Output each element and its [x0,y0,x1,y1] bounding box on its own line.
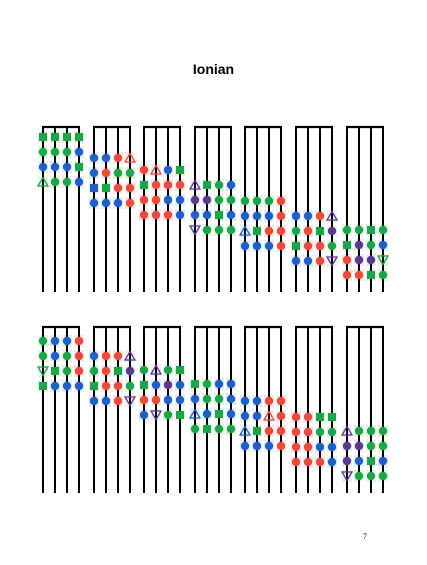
root-note-square [253,227,261,235]
note-dot [277,197,285,205]
root-note-square [90,382,98,390]
note-dot [241,212,249,220]
note-dot [227,425,235,433]
root-note-square [51,133,59,141]
note-dot [292,458,300,466]
note-dot [63,163,71,171]
fretboard-row1-pos1 [38,127,84,292]
note-dot [379,472,387,480]
note-dot [355,457,363,465]
fretboard-row2-pos4 [190,327,236,493]
note-dot [114,199,122,207]
note-dot [304,212,312,220]
page-title: Ionian [192,61,235,77]
note-dot [203,196,211,204]
note-dot [164,166,172,174]
note-dot [203,226,211,234]
fretboard-row1-pos4 [190,127,236,292]
note-dot [203,410,211,418]
note-dot [379,271,387,279]
note-dot [328,428,336,436]
note-dot [265,212,273,220]
note-dot [304,443,312,451]
note-dot [191,425,199,433]
note-dot [328,227,336,235]
note-dot [176,181,184,189]
root-note-square [215,211,223,219]
note-dot [215,425,223,433]
fretboard-row1-pos6 [291,127,337,292]
note-dot [379,241,387,249]
note-dot [114,154,122,162]
note-dot [316,458,324,466]
note-dot [304,257,312,265]
note-dot [102,352,110,360]
note-dot [265,242,273,250]
note-dot [277,212,285,220]
note-dot [164,211,172,219]
note-dot [152,381,160,389]
note-dot [241,242,249,250]
note-dot [304,458,312,466]
note-dot [253,442,261,450]
note-dot [265,227,273,235]
note-dot [102,199,110,207]
note-dot [203,380,211,388]
note-dot [176,381,184,389]
note-dot [75,367,83,375]
note-dot [277,397,285,405]
root-note-square [367,457,375,465]
root-note-square [292,242,300,250]
note-dot [379,226,387,234]
fretboard-row2-pos7 [342,327,388,493]
root-note-square [90,184,98,192]
root-note-square [328,413,336,421]
note-dot [114,184,122,192]
note-dot [164,366,172,374]
note-dot [343,271,351,279]
note-dot [227,211,235,219]
note-dot [140,411,148,419]
root-note-square [203,425,211,433]
note-dot [227,226,235,234]
note-dot [39,352,47,360]
note-dot [328,242,336,250]
root-note-square [253,427,261,435]
note-dot [152,211,160,219]
note-dot [316,242,324,250]
note-dot [355,271,363,279]
root-note-square [102,184,110,192]
root-note-square [63,133,71,141]
note-dot [114,382,122,390]
note-dot [241,412,249,420]
root-note-square [39,133,47,141]
note-dot [355,241,363,249]
note-dot [114,397,122,405]
note-dot [191,211,199,219]
note-dot [140,211,148,219]
note-dot [241,442,249,450]
note-dot [63,367,71,375]
note-dot [355,226,363,234]
note-dot [292,413,300,421]
note-dot [75,382,83,390]
note-dot [75,352,83,360]
root-note-square [316,413,324,421]
note-dot [253,197,261,205]
note-dot [265,442,273,450]
note-dot [367,472,375,480]
note-dot [114,352,122,360]
note-dot [355,427,363,435]
note-dot [51,382,59,390]
note-dot [75,178,83,186]
note-dot [227,196,235,204]
fretboard-row2-pos2 [89,327,135,493]
root-note-square [140,181,148,189]
note-dot [265,427,273,435]
root-note-square [39,382,47,390]
fretboard-row2-pos5 [240,327,286,493]
note-dot [176,196,184,204]
note-dot [265,197,273,205]
note-dot [277,412,285,420]
note-dot [152,181,160,189]
note-dot [292,443,300,451]
note-dot [316,212,324,220]
note-dot [75,337,83,345]
root-note-square [215,410,223,418]
note-dot [215,181,223,189]
note-dot [227,380,235,388]
note-dot [102,382,110,390]
note-dot [304,242,312,250]
note-dot [355,442,363,450]
root-note-square [367,226,375,234]
note-dot [328,443,336,451]
note-dot [215,196,223,204]
note-dot [304,428,312,436]
note-dot [176,211,184,219]
root-note-square [176,366,184,374]
fretboard-row1-pos5 [240,127,286,292]
note-dot [90,352,98,360]
note-dot [63,352,71,360]
note-dot [277,227,285,235]
note-dot [90,169,98,177]
note-dot [63,148,71,156]
page-number: 7 [363,532,367,541]
note-dot [277,442,285,450]
note-dot [126,184,134,192]
note-dot [203,211,211,219]
note-dot [164,196,172,204]
note-dot [367,256,375,264]
note-dot [75,148,83,156]
root-note-square [176,411,184,419]
note-dot [164,181,172,189]
note-dot [90,154,98,162]
note-dot [328,458,336,466]
note-dot [90,199,98,207]
note-dot [316,443,324,451]
note-dot [277,242,285,250]
note-dot [227,410,235,418]
note-dot [90,397,98,405]
note-dot [379,442,387,450]
root-note-square [367,271,375,279]
note-dot [51,178,59,186]
note-dot [316,257,324,265]
note-dot [343,226,351,234]
note-dot [51,352,59,360]
note-dot [191,395,199,403]
note-dot [277,427,285,435]
note-dot [215,226,223,234]
note-dot [379,457,387,465]
note-dot [102,154,110,162]
note-dot [39,148,47,156]
note-dot [316,428,324,436]
note-dot [140,166,148,174]
note-dot [140,196,148,204]
note-dot [241,397,249,405]
note-dot [355,472,363,480]
note-dot [241,197,249,205]
note-dot [102,397,110,405]
fretboard-row1-pos2 [89,127,135,292]
note-dot [39,337,47,345]
root-note-square [51,367,59,375]
note-dot [176,396,184,404]
note-dot [126,169,134,177]
note-dot [253,242,261,250]
note-dot [227,181,235,189]
note-dot [215,395,223,403]
note-dot [367,241,375,249]
note-dot [367,442,375,450]
note-dot [227,395,235,403]
root-note-square [343,241,351,249]
root-note-square [75,133,83,141]
note-dot [51,337,59,345]
root-note-square [316,227,324,235]
note-dot [215,380,223,388]
note-dot [63,178,71,186]
note-dot [140,366,148,374]
note-dot [102,367,110,375]
note-dot [203,395,211,403]
fretboard-row1-pos3 [139,127,185,292]
note-dot [140,396,148,404]
fretboard-row2-pos1 [38,327,84,493]
note-dot [191,196,199,204]
note-dot [292,227,300,235]
note-dot [51,148,59,156]
note-dot [164,411,172,419]
note-dot [379,427,387,435]
note-dot [304,413,312,421]
note-dot [126,199,134,207]
note-dot [367,427,375,435]
root-note-square [75,163,83,171]
note-dot [265,397,273,405]
note-dot [292,428,300,436]
note-dot [126,367,134,375]
note-dot [102,169,110,177]
root-note-square [114,367,122,375]
note-dot [126,382,134,390]
note-dot [164,396,172,404]
note-dot [343,256,351,264]
note-dot [63,382,71,390]
note-dot [253,412,261,420]
note-dot [39,163,47,171]
fretboard-row2-pos3 [139,327,185,493]
fretboard-row2-pos6 [291,327,337,493]
note-dot [164,381,172,389]
note-dot [152,196,160,204]
root-note-square [203,181,211,189]
note-dot [292,212,300,220]
note-dot [114,169,122,177]
note-dot [343,457,351,465]
note-dot [355,256,363,264]
note-dot [90,367,98,375]
note-dot [253,397,261,405]
note-dot [343,442,351,450]
note-dot [253,212,261,220]
root-note-square [140,381,148,389]
note-dot [63,337,71,345]
note-dot [152,396,160,404]
fretboard-row1-pos7 [342,127,388,292]
note-dot [304,227,312,235]
note-dot [51,163,59,171]
root-note-square [176,166,184,174]
root-note-square [191,380,199,388]
note-dot [292,257,300,265]
